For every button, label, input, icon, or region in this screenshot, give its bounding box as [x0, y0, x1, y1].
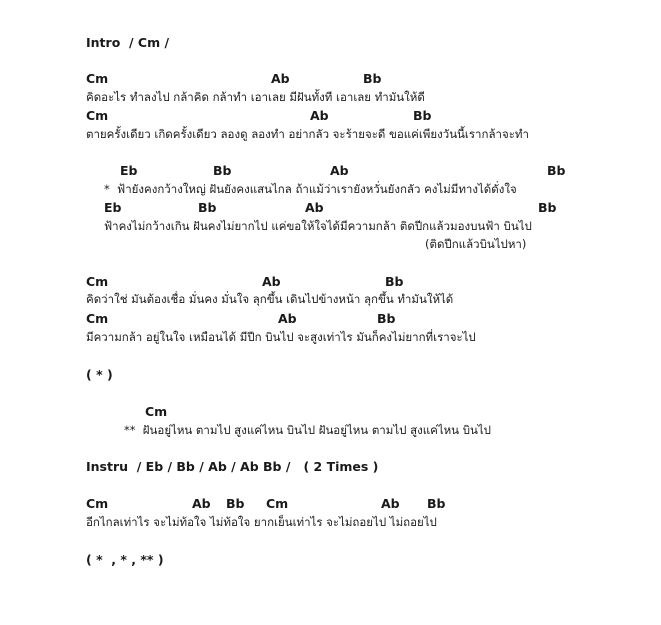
lyric-line: อีกไกลเท่าไร จะไม่ท้อใจ ไม่ท้อใจ ยากเย็นเท่าไร จะไม่ถอยไป ไม่ถอยไป [86, 515, 437, 529]
lyric-line: มีความกล้า อยู่ในใจ เหมือนได้ มีปีก บินไป จะสูงเท่าไร มันก็คงไม่ยากที่เราจะไป [86, 330, 476, 344]
chord: Bb [226, 496, 245, 511]
instrumental-line: Instru / Eb / Bb / Ab / Ab Bb / ( 2 Times ) [86, 459, 379, 474]
intro-line: Intro / Cm / [86, 35, 170, 50]
chord: Bb [363, 71, 382, 86]
chord: Bb [198, 200, 217, 215]
chord: Bb [547, 163, 566, 178]
repeat-marker: ( * , * , ** ) [86, 552, 164, 567]
chord: Cm [86, 274, 109, 289]
chord: Bb [538, 200, 557, 215]
chord: Bb [427, 496, 446, 511]
chord: Ab [192, 496, 211, 511]
chord: Eb [120, 163, 138, 178]
lyric-line: ** ฝันอยู่ไหน ตามไป สูงแค่ไหน บินไป ฝันอยู่ไหน ตามไป สูงแค่ไหน บินไป [124, 423, 491, 437]
chord: Ab [271, 71, 290, 86]
chord: Ab [310, 108, 329, 123]
lyric-line: (ติดปีกแล้วบินไปหา) [425, 237, 527, 251]
chord: Ab [305, 200, 324, 215]
repeat-marker: ( * ) [86, 367, 113, 382]
chord: Ab [381, 496, 400, 511]
chord: Eb [104, 200, 122, 215]
chord: Bb [385, 274, 404, 289]
lyric-line: ฟ้าคงไม่กว้างเกิน ฝันคงไม่ยากไป แค่ขอให้ใจได้มีความกล้า ติดปีกแล้วมองบนฟ้า บินไป [104, 219, 532, 233]
chord: Cm [86, 71, 109, 86]
chord: Cm [145, 404, 168, 419]
lyric-line: ตายครั้งเดียว เกิดครั้งเดียว ลองดู ลองทำ อย่ากลัว จะร้ายจะดี ขอแค่เพียงวันนี้เรากล้าจะทำ [86, 127, 529, 141]
lyric-line: คิดอะไร ทำลงไป กล้าคิด กล้าทำ เอาเลย มีฝันทั้งที เอาเลย ทำมันให้ดี [86, 90, 425, 104]
chord: Cm [86, 496, 109, 511]
chord: Cm [86, 108, 109, 123]
chord: Cm [266, 496, 289, 511]
chord: Ab [278, 311, 297, 326]
lyric-line: * ฟ้ายังคงกว้างใหญ่ ฝันยังคงแสนไกล ถ้าแม้ว่าเรายังหวั่นยังกลัว คงไม่มีทางได้ดั่งใจ [104, 182, 517, 196]
chord: Ab [330, 163, 349, 178]
lyric-line: คิดว่าใช่ มันต้องเชื่อ มั่นคง มั่นใจ ลุกขึ้น เดินไปข้างหน้า ลุกขึ้น ทำมันให้ได้ [86, 292, 454, 306]
chord: Bb [377, 311, 396, 326]
chord: Bb [413, 108, 432, 123]
chord: Cm [86, 311, 109, 326]
chord: Bb [213, 163, 232, 178]
chord: Ab [262, 274, 281, 289]
